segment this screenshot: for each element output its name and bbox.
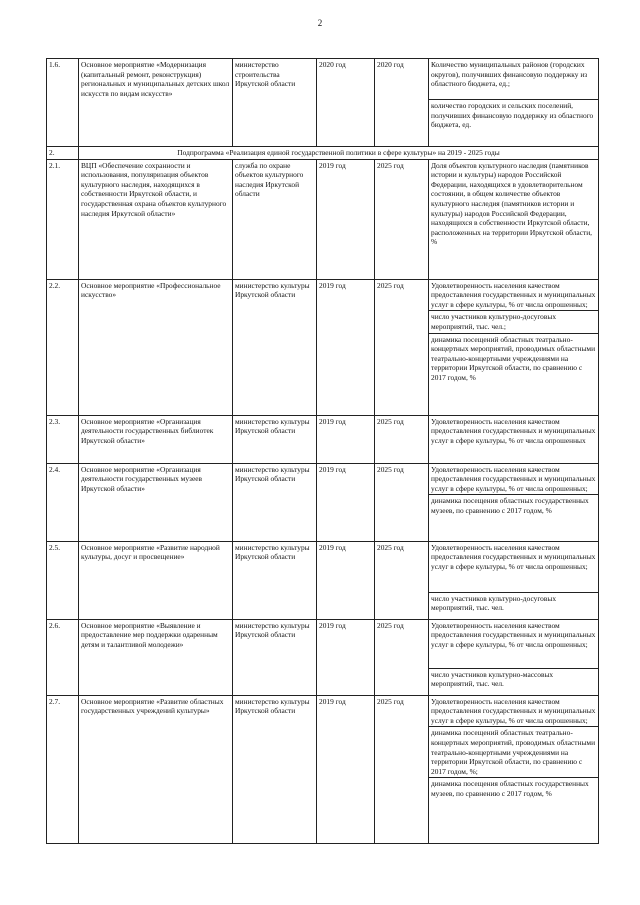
start-year: 2019 год [317,619,375,695]
indicator: динамика посещения областных государственных музеев, по сравнению с 2017 годом, % [429,777,598,799]
indicators-cell [429,619,599,695]
end-year: 2020 год [375,59,429,147]
measure-name: ВЦП «Обеспечение сохранности и использования, популяризация объектов культурного наследия, находящихся в собственности Иркутской области, и государственная охрана объектов культурного наследия Иркутской области» [79,159,233,279]
table-row [47,619,599,695]
responsible-executor: министерство культуры Иркутской области [233,619,317,695]
row-number: 2.6. [47,619,79,695]
measure-name: Основное мероприятие «Развитие областных государственных учреждений культуры» [79,695,233,843]
table-row [47,695,599,843]
end-year: 2025 год [375,415,429,463]
row-number: 1.6. [47,59,79,147]
indicator: Удовлетворенность населения качеством предоставления государственных и муниципальных услуг в сфере культуры, % от числа опрошенных [431,416,596,445]
start-year: 2019 год [317,463,375,541]
indicator: число участников культурно-досуговых мероприятий, тыс. чел.; [429,310,598,332]
indicator: Удовлетворенность населения качеством предоставления государственных и муниципальных услуг в сфере культуры, % от числа опрошенных; [431,464,596,493]
measure-name: Основное мероприятие «Развитие народной культуры, досуг и просвещение» [79,541,233,619]
measure-name: Основное мероприятие «Модернизация (капитальный ремонт, реконструкция) региональных и муниципальных детских школ искусств по видам искусств» [79,59,233,147]
indicator: Доля объектов культурного наследия (памятников истории и культуры) народов Российской Федерации, находящихся в удовлетворительном состоянии, в общем количестве объектов культурного наследия (памятников истории и культуры) народов Российской Федерации, находящихся в собственности Иркутской области, расположенных на территории Иркутской области, % [431,160,593,247]
indicators-cell [429,59,599,147]
row-number: 2. [47,147,79,160]
table-row [47,415,599,463]
measure-name: Основное мероприятие «Организация деятельности государственных музеев Иркутской области» [79,463,233,541]
indicators-cell [429,541,599,619]
responsible-executor: министерство культуры Иркутской области [233,695,317,843]
end-year: 2025 год [375,159,429,279]
measure-name: Основное мероприятие «Профессиональное искусство» [79,279,233,415]
table-row [47,159,599,279]
indicators-cell [429,463,599,541]
indicator: число участников культурно-массовых мероприятий, тыс. чел. [429,668,598,690]
start-year: 2019 год [317,415,375,463]
indicators-cell [429,279,599,415]
start-year: 2019 год [317,279,375,415]
responsible-executor: министерство культуры Иркутской области [233,541,317,619]
indicator: Количество муниципальных районов (городских округов), получивших финансовую поддержку из областного бюджета, ед.; [431,60,588,89]
responsible-executor: министерство культуры Иркутской области [233,279,317,415]
indicator: Удовлетворенность населения качеством предоставления государственных и муниципальных услуг в сфере культуры, % от числа опрошенных; [431,696,596,725]
subprogram-row [47,147,599,160]
indicators-cell [429,159,599,279]
end-year: 2025 год [375,463,429,541]
indicator: Удовлетворенность населения качеством предоставления государственных и муниципальных услуг в сфере культуры, % от числа опрошенных; [431,620,596,649]
row-number: 2.4. [47,463,79,541]
indicator: количество городских и сельских поселений, получивших финансовую поддержку из областного бюджета, ед. [429,99,598,131]
program-measures-table [46,58,599,844]
indicators-cell [429,695,599,843]
end-year: 2025 год [375,695,429,843]
indicator: Удовлетворенность населения качеством предоставления государственных и муниципальных услуг в сфере культуры, % от числа опрошенных; [431,542,596,571]
row-number: 2.3. [47,415,79,463]
end-year: 2025 год [375,279,429,415]
row-number: 2.7. [47,695,79,843]
row-number: 2.1. [47,159,79,279]
table-row [47,279,599,415]
indicator: число участников культурно-досуговых мероприятий, тыс. чел. [429,592,598,614]
measure-name: Основное мероприятие «Организация деятельности государственных библиотек Иркутской области» [79,415,233,463]
indicator: динамика посещений областных театрально-концертных мероприятий, проводимых областными театрально-концертными учреждениями на территории Иркутской области, по сравнению с 2017 годом, %; [429,726,598,777]
row-number: 2.2. [47,279,79,415]
end-year: 2025 год [375,541,429,619]
indicator: динамика посещений областных театрально-концертных мероприятий, проводимых областными театрально-концертными учреждениями на территории Иркутской области, по сравнению с 2017 годом, % [429,333,598,384]
indicators-cell [429,415,599,463]
measure-name: Основное мероприятие «Выявление и предоставление мер поддержки одаренным детям и талантливой молодежи» [79,619,233,695]
subprogram-title: Подпрограмма «Реализация единой государственной политики в сфере культуры» на 2019 - 2025 годы [79,147,599,160]
start-year: 2020 год [317,59,375,147]
row-number: 2.5. [47,541,79,619]
end-year: 2025 год [375,619,429,695]
responsible-executor: министерство строительства Иркутской области [233,59,317,147]
responsible-executor: министерство культуры Иркутской области [233,415,317,463]
start-year: 2019 год [317,695,375,843]
indicator: динамика посещения областных государственных музеев, по сравнению с 2017 годом, % [429,494,598,516]
table-row [47,541,599,619]
page-number: 2 [317,18,323,28]
table-row [47,59,599,147]
table-row [47,463,599,541]
responsible-executor: министерство культуры Иркутской области [233,463,317,541]
start-year: 2019 год [317,541,375,619]
start-year: 2019 год [317,159,375,279]
indicator: Удовлетворенность населения качеством предоставления государственных и муниципальных услуг в сфере культуры, % от числа опрошенных; [431,280,596,309]
responsible-executor: служба по охране объектов культурного наследия Иркутской области [233,159,317,279]
